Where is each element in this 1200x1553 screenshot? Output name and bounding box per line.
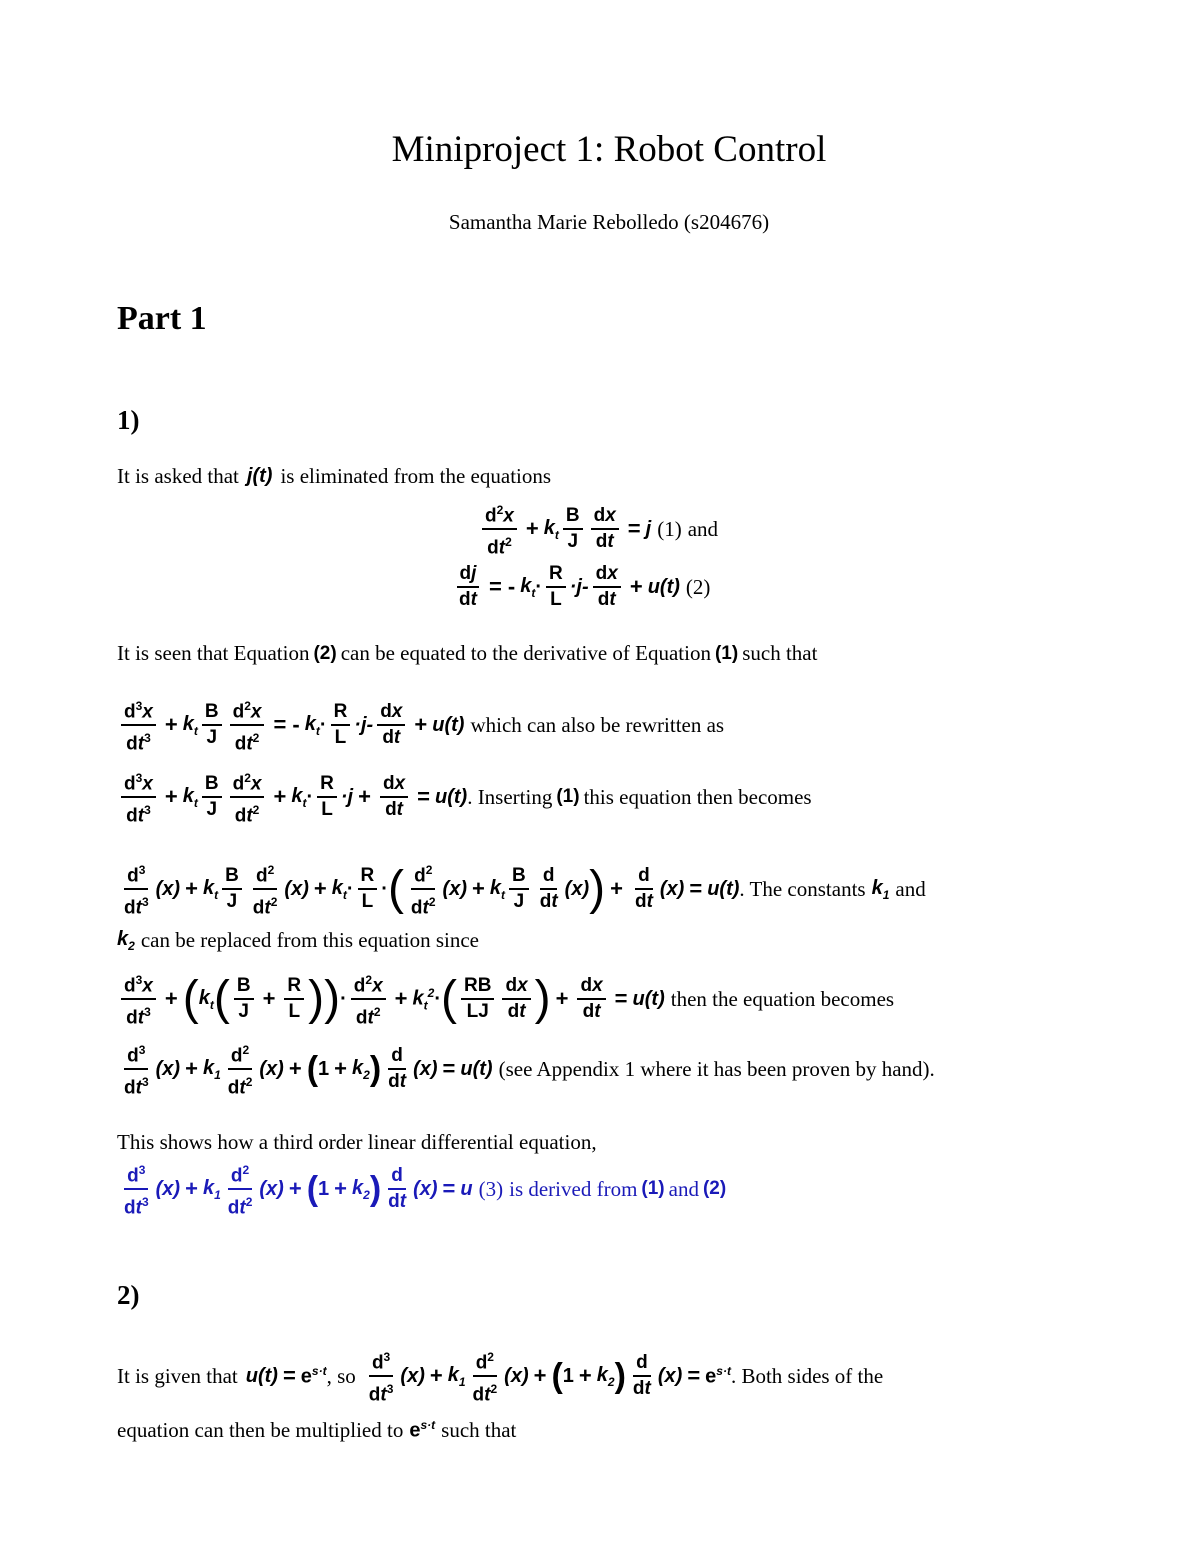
text: then the equation becomes bbox=[670, 986, 895, 1011]
text: such that bbox=[742, 641, 818, 665]
equation-d: $\frac{d^3x}{dt^3}$ + ( $k_t$ ( $\frac{B}{J}$ + $\frac{R}{L}$ )) · $\frac{d^2x}{dt^2}$ + $k_t^2$ · ( $\frac{RB}{LJ}$ $\frac{dx}{dt}$ ) + $\frac{dx}{dt}$ = u(t) then the equation becomes bbox=[117, 968, 894, 1031]
equation-c: $\frac{d^3}{dt^3}$ (x) + $k_t$ $\frac{B}{J}$ $\frac{d^2}{dt^2}$ (x) + $k_t$ · $\frac{R}{L}$ · ( $\frac{d^2}{dt^2}$ (x) + $k_t$ $\frac{B}{J}$ $\frac{d}{dt}$ (x) ) + $\frac{d}{dt}$ (x) = u(t) . The constants $k_1$ and bbox=[117, 858, 926, 921]
ref: (1) bbox=[556, 786, 580, 808]
equation-label: (3) bbox=[478, 1176, 504, 1201]
text: It is seen that Equation bbox=[117, 641, 310, 665]
text: . Both sides of the bbox=[730, 1363, 884, 1388]
equation-2: $\frac{dj}{dt}$ = - $k_t$ · $\frac{R}{L}$ ·j- $\frac{dx}{dt}$ + u(t) (2) bbox=[452, 562, 710, 612]
text: . The constants bbox=[739, 876, 866, 901]
text: and bbox=[895, 876, 926, 901]
equation-label: (2) bbox=[685, 574, 711, 599]
paragraph-k2: $k_2$ can be replaced from this equation since bbox=[117, 928, 480, 953]
fraction: $\frac{d^2x}{dt^2}$ bbox=[482, 498, 517, 561]
ref: (1) bbox=[641, 1178, 665, 1200]
text: (see Appendix 1 where it has been proven by hand). bbox=[498, 1056, 935, 1081]
text: equation can then be multiplied to bbox=[117, 1418, 404, 1442]
paragraph-shows: This shows how a third order linear differential equation, bbox=[117, 1130, 597, 1154]
equation-1: $\frac{d^2x}{dt^2}$ + $k_t$ $\frac{B}{J}$ $\frac{dx}{dt}$ = j (1) and bbox=[478, 498, 718, 561]
text: can be equated to the derivative of Equation bbox=[340, 641, 711, 665]
author-line: Samantha Marie Rebolledo (s204676) bbox=[448, 210, 770, 234]
math-jt: j(t) bbox=[246, 465, 273, 487]
text: is eliminated from the equations bbox=[280, 464, 552, 488]
paragraph-multiply: equation can then be multiplied to $e^{s\cdot t}$ such that bbox=[117, 1418, 517, 1442]
text: It is given that bbox=[117, 1363, 238, 1388]
ref: (1) bbox=[714, 642, 739, 664]
question-2-label: 2) bbox=[117, 1280, 140, 1310]
equation-a: $\frac{d^3x}{dt^3}$ + $k_t$ $\frac{B}{J}$ $\frac{d^2x}{dt^2}$ = - $k_t$ · $\frac{R}{L}$ ·j- $\frac{dx}{dt}$ + u(t) which can also be rewritten as bbox=[117, 694, 724, 757]
ref: (2) bbox=[313, 642, 337, 664]
paragraph-asked bbox=[117, 464, 551, 489]
equation-label: (1) bbox=[657, 516, 682, 541]
text: this equation then becomes bbox=[583, 784, 812, 809]
text: is derived from bbox=[509, 1176, 638, 1201]
paragraph-given: It is given that u(t) = $e^{s\cdot t}$ , so $\frac{d^3}{dt^3}$ (x) + $k_1$ $\frac{d^2}{dt^2}$ (x) + ( 1 + $k_2$ ) $\frac{d}{dt}$ (x) = $e^{s\cdot t}$ . Both sides of the bbox=[117, 1345, 883, 1408]
text: . Inserting bbox=[467, 784, 553, 809]
text: can be replaced from this equation since bbox=[140, 928, 480, 952]
question-1-label: 1) bbox=[117, 405, 140, 435]
text: which can also be rewritten as bbox=[470, 712, 725, 737]
ref: (2) bbox=[702, 1178, 727, 1200]
text: It is asked that bbox=[117, 464, 239, 488]
text: and bbox=[687, 516, 719, 541]
equation-e: $\frac{d^3}{dt^3}$ (x) + $k_1$ $\frac{d^2}{dt^2}$ (x) + ( 1 + $k_2$ ) $\frac{d}{dt}$ (x) = u(t) (see Appendix 1 where it has been proven by hand). bbox=[117, 1038, 935, 1101]
text: such that bbox=[441, 1418, 517, 1442]
page-title: Miniproject 1: Robot Control bbox=[391, 129, 827, 170]
equation-3: $\frac{d^3}{dt^3}$ (x) + $k_1$ $\frac{d^2}{dt^2}$ (x) + ( 1 + $k_2$ ) $\frac{d}{dt}$ (x) = u (3) is derived from (1) and (2) bbox=[117, 1158, 730, 1221]
text: and bbox=[668, 1176, 699, 1201]
text: , so bbox=[326, 1363, 356, 1388]
part-heading: Part 1 bbox=[117, 300, 207, 337]
equation-b: $\frac{d^3x}{dt^3}$ + $k_t$ $\frac{B}{J}$ $\frac{d^2x}{dt^2}$ + $k_t$ · $\frac{R}{L}$ ·j + $\frac{dx}{dt}$ = u(t) . Inserting (1) this equation then becomes bbox=[117, 766, 812, 829]
paragraph-seen bbox=[117, 641, 817, 666]
